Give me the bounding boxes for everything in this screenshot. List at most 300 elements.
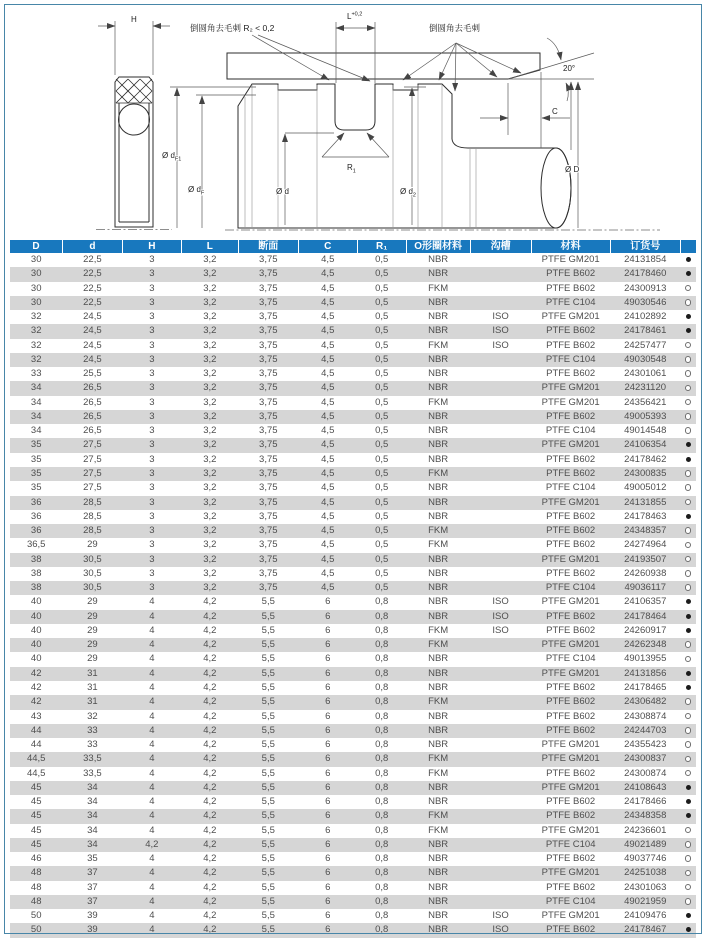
cell-H: 4 (149, 881, 155, 893)
cell-d: 25,5 (83, 368, 102, 380)
dim-dF (188, 95, 256, 228)
cell-groove (470, 453, 531, 467)
availability-dot-open (685, 542, 692, 549)
cell-R1: 0,5 (375, 382, 389, 394)
cell-groove (470, 795, 531, 809)
cell-L: 4,2 (203, 824, 217, 836)
cell-d: 27,5 (83, 482, 102, 494)
cell-d: 34 (87, 810, 98, 822)
cell-material: PTFE B602 (546, 724, 596, 736)
cell-duanmian: 3,75 (259, 410, 278, 422)
cell-C: 6 (325, 596, 331, 608)
cell-partno: 24131856 (624, 667, 667, 679)
cell-oring: NBR (428, 254, 449, 265)
cell-availability (680, 866, 696, 880)
cell-D: 44 (30, 724, 42, 736)
availability-dot-filled (686, 799, 691, 804)
cell-oring: NBR (428, 382, 449, 394)
cell-partno: 24251038 (624, 867, 667, 879)
cell-R1: 0,5 (375, 425, 389, 437)
cell-L: 4,2 (203, 810, 217, 822)
table-header-row (10, 240, 696, 253)
cell-availability (680, 424, 696, 438)
table-row (10, 424, 696, 438)
cell-oring: FKM (428, 810, 449, 822)
svg-text:C: C (552, 107, 558, 116)
column-header-groove: 沟槽 (470, 240, 531, 253)
cell-partno: 24274964 (624, 539, 667, 551)
cell-H: 3 (149, 496, 155, 508)
cell-oring: NBR (428, 739, 449, 751)
cell-partno: 24300874 (624, 767, 667, 779)
cell-groove (470, 738, 531, 752)
cell-availability (680, 438, 696, 452)
cell-duanmian: 3,75 (259, 553, 278, 565)
cell-R1: 0,8 (375, 810, 389, 822)
column-header-avail (680, 240, 696, 253)
cell-oring: NBR (428, 881, 449, 893)
cell-material: PTFE GM201 (541, 496, 600, 508)
availability-dot-filled (686, 257, 691, 262)
cell-oring: NBR (428, 853, 449, 865)
cell-d: 33 (87, 739, 98, 751)
table-row (10, 638, 696, 652)
dim-d2 (400, 87, 426, 225)
cell-L: 3,2 (203, 553, 217, 565)
cell-D: 36 (30, 496, 42, 508)
cell-availability (680, 852, 696, 866)
cell-groove (470, 524, 531, 538)
table-row (10, 710, 696, 724)
cell-C: 6 (325, 796, 331, 808)
cell-R1: 0,8 (375, 681, 389, 693)
availability-dot-filled (686, 927, 691, 932)
cell-oring: FKM (428, 339, 449, 351)
cell-R1: 0,8 (375, 924, 389, 936)
cell-duanmian: 3,75 (259, 339, 278, 351)
cell-R1: 0,5 (375, 353, 389, 365)
cell-L: 3,2 (203, 439, 217, 451)
cell-D: 48 (30, 867, 42, 879)
cell-H: 4 (149, 924, 155, 936)
availability-dot-open (685, 470, 692, 477)
cell-d: 39 (87, 924, 98, 936)
cell-D: 50 (30, 924, 42, 936)
column-header-oring: O形圈材料 (406, 240, 470, 253)
cell-D: 45 (30, 824, 42, 836)
cell-D: 35 (30, 482, 42, 494)
cell-L: 4,2 (203, 881, 217, 893)
cell-D: 36,5 (26, 539, 46, 551)
availability-dot-filled (686, 514, 691, 519)
cell-oring: NBR (428, 439, 449, 451)
cell-L: 4,2 (203, 838, 217, 850)
availability-dot-open (685, 756, 692, 763)
table-row (10, 923, 696, 937)
cell-H: 4 (149, 895, 155, 907)
availability-dot-filled (686, 314, 691, 319)
cell-partno: 24308874 (624, 710, 667, 722)
table-row (10, 253, 696, 267)
cell-material: PTFE GM201 (541, 553, 600, 565)
cell-d: 28,5 (83, 510, 102, 522)
cell-D: 48 (30, 881, 42, 893)
cell-R1: 0,8 (375, 739, 389, 751)
cell-oring: NBR (428, 596, 449, 608)
cell-oring: FKM (428, 539, 449, 551)
cell-partno: 24356421 (624, 396, 667, 408)
cell-availability (680, 838, 696, 852)
cell-R1: 0,5 (375, 282, 389, 294)
cell-D: 48 (30, 895, 42, 907)
cell-availability (680, 781, 696, 795)
cell-oring: NBR (428, 724, 449, 736)
cell-oring: FKM (428, 467, 449, 479)
availability-dot-open (685, 827, 692, 834)
availability-dot-filled (686, 271, 691, 276)
cell-d: 34 (87, 796, 98, 808)
cell-H: 4 (149, 624, 155, 636)
cell-H: 3 (149, 567, 155, 579)
cell-L: 3,2 (203, 453, 217, 465)
cell-H: 3 (149, 311, 155, 323)
svg-text:Ø d2: Ø $d_2$ (400, 187, 416, 199)
cell-groove (470, 396, 531, 410)
cell-partno: 49013955 (624, 653, 667, 665)
availability-dot-open (685, 413, 692, 420)
cell-R1: 0,5 (375, 553, 389, 565)
cell-oring: FKM (428, 696, 449, 708)
availability-dot-open (685, 385, 692, 392)
cell-R1: 0,8 (375, 796, 389, 808)
cell-groove (470, 267, 531, 281)
cell-d: 37 (87, 867, 98, 879)
cell-groove (470, 881, 531, 895)
cell-availability (680, 638, 696, 652)
cell-groove: ISO (492, 624, 509, 636)
cell-partno: 24178464 (624, 610, 667, 622)
cell-R1: 0,5 (375, 254, 389, 265)
cell-material: PTFE GM201 (541, 311, 600, 323)
cell-groove: ISO (492, 910, 509, 922)
cell-L: 4,2 (203, 739, 217, 751)
cell-D: 38 (30, 582, 42, 594)
cell-L: 4,2 (203, 781, 217, 793)
cell-D: 30 (30, 268, 42, 280)
cell-availability (680, 524, 696, 538)
cell-d: 30,5 (83, 553, 102, 565)
cell-material: PTFE C104 (545, 838, 596, 850)
cell-oring: NBR (428, 924, 449, 936)
availability-dot-open (685, 698, 692, 705)
cell-R1: 0,8 (375, 824, 389, 836)
cell-R1: 0,8 (375, 710, 389, 722)
cell-duanmian: 3,75 (259, 510, 278, 522)
availability-dot-open (685, 656, 692, 663)
cell-H: 4 (149, 724, 155, 736)
cell-d: 24,5 (83, 311, 102, 323)
cell-C: 6 (325, 824, 331, 836)
cell-d: 28,5 (83, 496, 102, 508)
cell-L: 4,2 (203, 667, 217, 679)
cell-C: 4,5 (321, 282, 335, 294)
cell-L: 3,2 (203, 510, 217, 522)
cell-C: 4,5 (321, 254, 335, 265)
cell-availability (680, 553, 696, 567)
cell-H: 3 (149, 396, 155, 408)
cell-partno: 24109476 (624, 910, 667, 922)
cell-oring: NBR (428, 268, 449, 280)
cell-availability (680, 339, 696, 353)
availability-dot-open (685, 713, 692, 720)
cell-duanmian: 5,5 (261, 681, 275, 693)
table-row (10, 852, 696, 866)
cell-R1: 0,8 (375, 667, 389, 679)
cell-D: 42 (30, 667, 42, 679)
cell-availability (680, 610, 696, 624)
availability-dot-open (685, 570, 692, 577)
table-row (10, 781, 696, 795)
cell-groove (470, 710, 531, 724)
availability-dot-open (685, 356, 692, 363)
cell-partno: 24131854 (624, 254, 667, 265)
table-row (10, 824, 696, 838)
cell-partno: 24178465 (624, 681, 667, 693)
table-row (10, 624, 696, 638)
cell-D: 50 (30, 910, 42, 922)
cell-availability (680, 824, 696, 838)
availability-dot-open (685, 770, 692, 777)
cell-partno: 24260938 (624, 567, 667, 579)
cell-L: 4,2 (203, 639, 217, 651)
cell-material: PTFE GM201 (541, 396, 600, 408)
cell-oring: NBR (428, 567, 449, 579)
cell-C: 6 (325, 610, 331, 622)
availability-dot-filled (686, 328, 691, 333)
cell-oring: FKM (428, 525, 449, 537)
cell-R1: 0,8 (375, 895, 389, 907)
cell-duanmian: 5,5 (261, 810, 275, 822)
cell-material: PTFE C104 (545, 482, 596, 494)
cell-R1: 0,5 (375, 525, 389, 537)
dim-C (480, 72, 570, 148)
cell-partno: 24348358 (624, 810, 667, 822)
availability-dot-filled (686, 785, 691, 790)
cell-L: 3,2 (203, 496, 217, 508)
cell-H: 3 (149, 353, 155, 365)
cell-d: 22,5 (83, 268, 102, 280)
cell-R1: 0,8 (375, 624, 389, 636)
cell-D: 34 (30, 382, 42, 394)
cell-D: 34 (30, 396, 42, 408)
cell-duanmian: 5,5 (261, 639, 275, 651)
cell-partno: 24178460 (624, 268, 667, 280)
cell-H: 4 (149, 781, 155, 793)
cell-C: 4,5 (321, 525, 335, 537)
table-row (10, 553, 696, 567)
cell-groove: ISO (492, 325, 509, 337)
table-row (10, 339, 696, 353)
table-row (10, 795, 696, 809)
cell-d: 32 (87, 710, 98, 722)
cell-R1: 0,8 (375, 838, 389, 850)
cell-C: 6 (325, 681, 331, 693)
cell-C: 6 (325, 739, 331, 751)
cell-C: 4,5 (321, 368, 335, 380)
dim-angle-20 (508, 38, 594, 101)
cell-R1: 0,8 (375, 881, 389, 893)
cell-L: 4,2 (203, 596, 217, 608)
svg-text:20°: 20° (563, 64, 576, 73)
cell-C: 6 (325, 724, 331, 736)
cell-R1: 0,8 (375, 910, 389, 922)
cell-D: 32 (30, 325, 42, 337)
cell-H: 3 (149, 325, 155, 337)
cell-D: 45 (30, 781, 42, 793)
cell-C: 6 (325, 810, 331, 822)
cell-D: 44 (30, 739, 42, 751)
availability-dot-open (685, 641, 692, 648)
availability-dot-open (685, 285, 692, 292)
cell-oring: NBR (428, 781, 449, 793)
cell-R1: 0,5 (375, 510, 389, 522)
cell-duanmian: 3,75 (259, 453, 278, 465)
cell-R1: 0,5 (375, 439, 389, 451)
cell-duanmian: 3,75 (259, 254, 278, 265)
svg-text:Ø dF1: Ø $d_{F1}$ (162, 151, 182, 163)
cell-D: 30 (30, 296, 42, 308)
cell-H: 4 (149, 796, 155, 808)
cell-duanmian: 3,75 (259, 525, 278, 537)
availability-dot-open (685, 399, 692, 406)
column-header-material: 材料 (531, 240, 610, 253)
cell-C: 6 (325, 767, 331, 779)
cell-material: PTFE B602 (546, 853, 596, 865)
availability-dot-open (685, 370, 692, 377)
cell-d: 29 (87, 596, 98, 608)
cell-C: 6 (325, 867, 331, 879)
cell-partno: 49005393 (624, 410, 667, 422)
cell-partno: 24300913 (624, 282, 667, 294)
cell-availability (680, 353, 696, 367)
table-row (10, 538, 696, 552)
cell-material: PTFE B602 (546, 796, 596, 808)
cell-duanmian: 3,75 (259, 582, 278, 594)
cell-groove (470, 438, 531, 452)
availability-dot-filled (686, 813, 691, 818)
cell-partno: 24348357 (624, 525, 667, 537)
cell-D: 40 (30, 596, 42, 608)
cell-availability (680, 496, 696, 510)
cell-material: PTFE B602 (546, 368, 596, 380)
cell-duanmian: 5,5 (261, 724, 275, 736)
cell-D: 40 (30, 639, 42, 651)
cell-R1: 0,5 (375, 482, 389, 494)
cell-partno: 49030548 (624, 353, 667, 365)
cell-H: 4 (149, 710, 155, 722)
cell-C: 4,5 (321, 268, 335, 280)
svg-text:倒圆角去毛刺 R₂ < 0,2: 倒圆角去毛刺 R₂ < 0,2 (190, 23, 275, 33)
cell-material: PTFE B602 (546, 268, 596, 280)
cell-duanmian: 3,75 (259, 325, 278, 337)
cell-H: 4 (149, 739, 155, 751)
crosshatch-backup-ring (116, 79, 152, 103)
cell-availability (680, 510, 696, 524)
cell-groove (470, 866, 531, 880)
cell-D: 32 (30, 311, 42, 323)
cell-C: 4,5 (321, 339, 335, 351)
cell-L: 3,2 (203, 525, 217, 537)
cell-partno: 24301063 (624, 881, 667, 893)
cell-H: 4,2 (145, 838, 159, 850)
cell-D: 35 (30, 453, 42, 465)
availability-dot-open (685, 527, 692, 534)
cell-groove: ISO (492, 596, 509, 608)
cell-partno: 24178461 (624, 325, 667, 337)
cell-availability (680, 310, 696, 324)
cell-d: 33,5 (83, 753, 102, 765)
cell-material: PTFE GM201 (541, 824, 600, 836)
cell-material: PTFE B602 (546, 467, 596, 479)
cell-availability (680, 581, 696, 595)
cell-oring: NBR (428, 910, 449, 922)
cell-d: 30,5 (83, 567, 102, 579)
cell-duanmian: 5,5 (261, 610, 275, 622)
cell-partno: 24102892 (624, 311, 667, 323)
cell-H: 4 (149, 767, 155, 779)
cell-duanmian: 3,75 (259, 482, 278, 494)
cell-H: 3 (149, 439, 155, 451)
cell-duanmian: 5,5 (261, 596, 275, 608)
cell-D: 45 (30, 838, 42, 850)
cell-groove (470, 809, 531, 823)
cell-oring: FKM (428, 624, 449, 636)
cell-duanmian: 3,75 (259, 268, 278, 280)
cell-availability (680, 710, 696, 724)
cell-groove (470, 824, 531, 838)
cell-L: 4,2 (203, 910, 217, 922)
column-header-D: D (10, 240, 62, 253)
seal-size-table (10, 240, 696, 938)
cell-C: 6 (325, 910, 331, 922)
cell-availability (680, 752, 696, 766)
cell-partno: 49005012 (624, 482, 667, 494)
cell-d: 29 (87, 653, 98, 665)
table-row (10, 524, 696, 538)
cell-R1: 0,8 (375, 853, 389, 865)
cell-oring: NBR (428, 582, 449, 594)
cell-partno: 24108643 (624, 781, 667, 793)
availability-dot-open (685, 898, 692, 905)
availability-dot-filled (686, 457, 691, 462)
cell-duanmian: 5,5 (261, 710, 275, 722)
cell-groove (470, 424, 531, 438)
cell-H: 3 (149, 582, 155, 594)
o-ring-section (119, 104, 150, 135)
cell-R1: 0,8 (375, 653, 389, 665)
cell-groove (470, 652, 531, 666)
cell-availability (680, 895, 696, 909)
table-row (10, 595, 696, 609)
column-header-H: H (122, 240, 181, 253)
cell-groove (470, 681, 531, 695)
column-header-duanmian: 断面 (238, 240, 298, 253)
cell-groove (470, 496, 531, 510)
cell-d: 33,5 (83, 767, 102, 779)
cell-H: 3 (149, 268, 155, 280)
cell-C: 6 (325, 838, 331, 850)
cell-oring: NBR (428, 353, 449, 365)
